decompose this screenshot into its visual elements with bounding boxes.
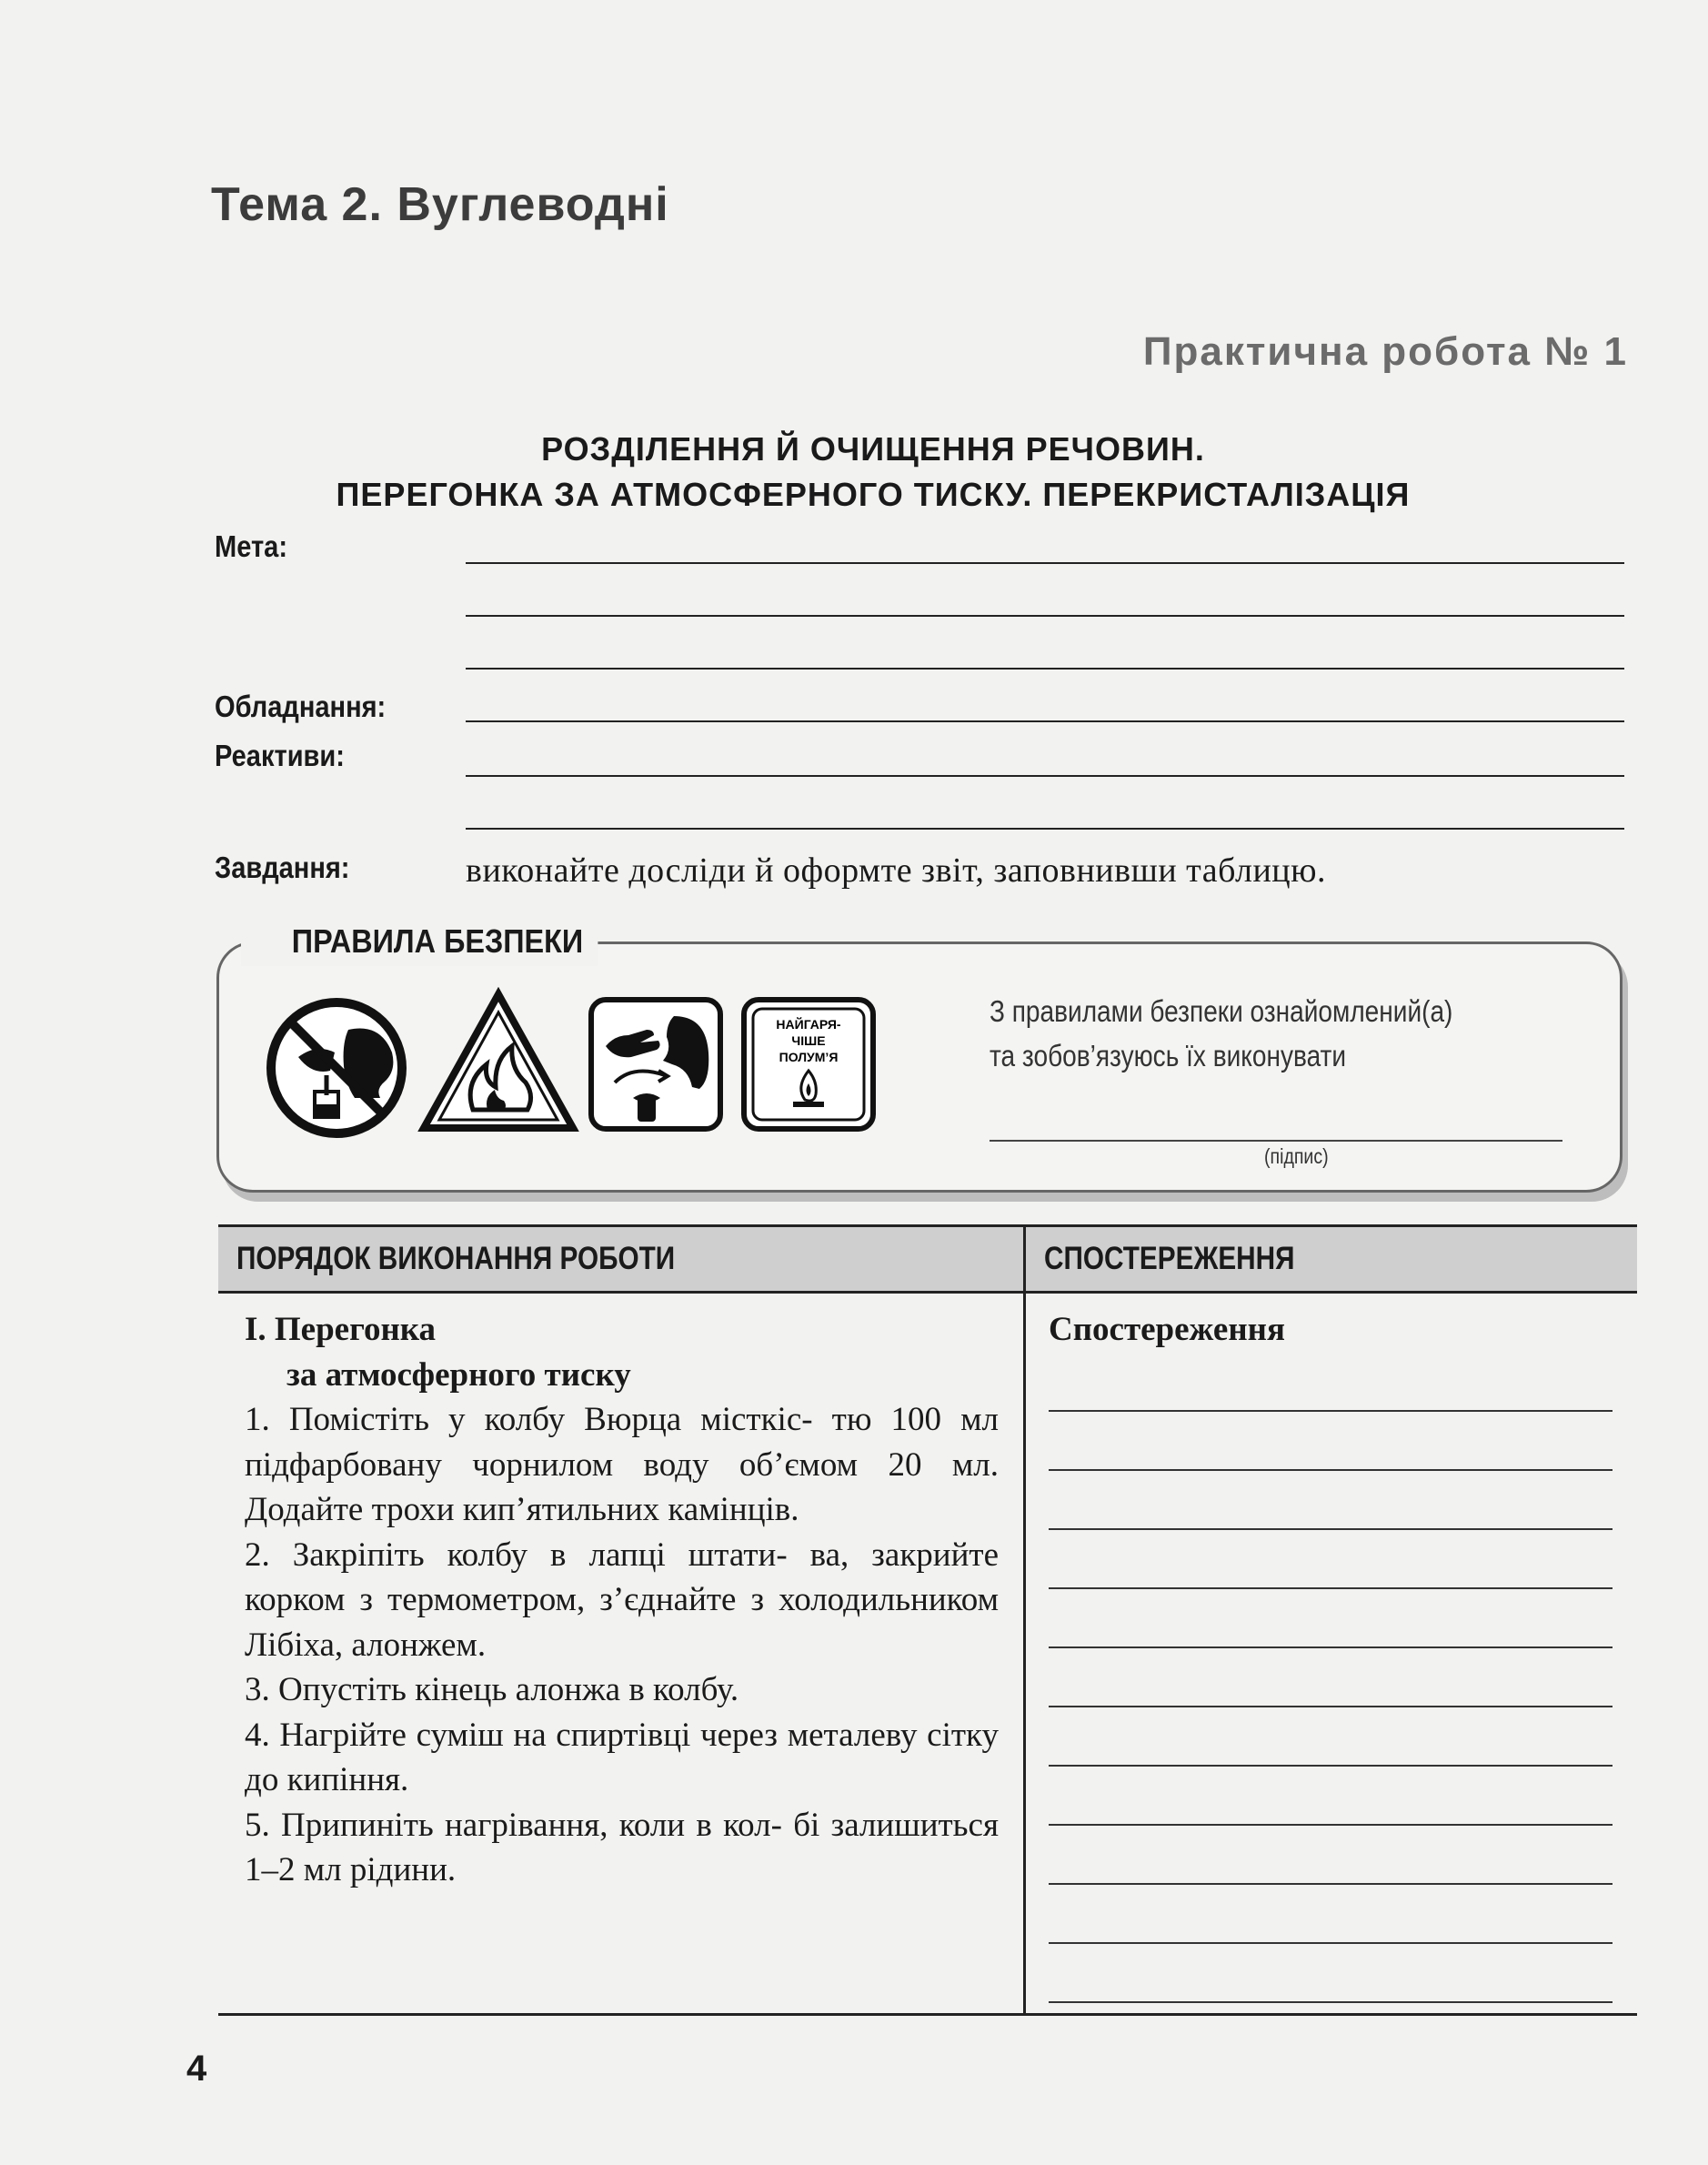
reagents-label: Реактиви: xyxy=(215,739,345,772)
signature-line[interactable] xyxy=(990,1140,1562,1142)
flame-sign-text-2: ЧІШЕ xyxy=(791,1033,826,1048)
observation-line[interactable] xyxy=(1049,1353,1613,1412)
procedure-observations-table xyxy=(218,1224,1637,2016)
observation-line[interactable] xyxy=(1049,1707,1613,1767)
page-number: 4 xyxy=(186,2049,207,2089)
signature-caption: (підпис) xyxy=(1264,1144,1329,1168)
step-5: 5. Припиніть нагрівання, коли в кол- бі залишиться 1–2 мл рідини. xyxy=(245,1806,999,1888)
practical-work-label: Практична робота № 1 xyxy=(1142,329,1628,374)
work-title-line-2: ПЕРЕГОНКА ЗА АТМОСФЕРНОГО ТИСКУ. ПЕРЕКРИСТАЛІЗАЦІЯ xyxy=(336,476,1411,513)
waft-smell-icon xyxy=(588,996,724,1133)
flame-sign-text-3: ПОЛУМ’Я xyxy=(779,1050,839,1064)
observations-column-header: СПОСТЕРЕЖЕННЯ xyxy=(1025,1226,1638,1293)
hottest-flame-icon xyxy=(740,996,877,1133)
procedure-cell xyxy=(218,1293,1025,2015)
flame-sign-text-1: НАЙГАРЯ- xyxy=(776,1017,841,1032)
observation-line[interactable] xyxy=(1049,1412,1613,1471)
goal-line-1[interactable] xyxy=(466,562,1624,564)
goal-label: Мета: xyxy=(215,529,288,563)
flammable-warning-icon xyxy=(417,987,580,1137)
procedure-column-header: ПОРЯДОК ВИКОНАННЯ РОБОТИ xyxy=(218,1226,1025,1293)
observation-line[interactable] xyxy=(1049,1826,1613,1885)
step-1: 1. Помістіть у колбу Вюрца місткіс- тю 100 мл підфарбовану чорнилом воду об’ємом 20 мл. Додайте трохи кип’ятильних камінців. xyxy=(245,1401,999,1528)
observation-line[interactable] xyxy=(1049,1471,1613,1530)
section-title-1: I. Перегонка xyxy=(245,1311,437,1348)
observations-title: Спостереження xyxy=(1049,1311,1285,1348)
topic-title: Тема 2. Вуглеводні xyxy=(211,178,669,231)
task-text: виконайте досліди й оформте звіт, заповнивши таблицю. xyxy=(466,851,1327,890)
reagents-line-2[interactable] xyxy=(466,828,1624,830)
reagents-line-1[interactable] xyxy=(466,775,1624,777)
goal-line-2[interactable] xyxy=(466,615,1624,617)
observation-line[interactable] xyxy=(1049,1767,1613,1826)
observations-cell xyxy=(1025,1293,1638,2015)
observation-line[interactable] xyxy=(1049,1944,1613,2003)
goal-line-3[interactable] xyxy=(466,668,1624,670)
safety-ack-line-1: З правилами безпеки ознайомлений(а) xyxy=(990,994,1453,1028)
task-label: Завдання: xyxy=(215,851,350,884)
observation-line[interactable] xyxy=(1049,1648,1613,1707)
step-3: 3. Опустіть кінець алонжа в колбу. xyxy=(245,1671,739,1708)
safety-ack-line-2: та зобов’язуюсь їх виконувати xyxy=(990,1039,1347,1072)
equipment-label: Обладнання: xyxy=(215,690,387,723)
observation-line[interactable] xyxy=(1049,1885,1613,1944)
section-title-2: за атмосферного тиску xyxy=(286,1355,631,1394)
observation-line[interactable] xyxy=(1049,1530,1613,1589)
work-title-line-1: РОЗДІЛЕННЯ Й ОЧИЩЕННЯ РЕЧОВИН. xyxy=(541,430,1205,468)
safety-rules-title: ПРАВИЛА БЕЗПЕКИ xyxy=(241,917,598,966)
equipment-line[interactable] xyxy=(466,720,1624,722)
no-tasting-icon xyxy=(262,993,412,1143)
step-2: 2. Закріпіть колбу в лапці штати- ва, закрийте корком з термометром, з’єднайте з холодильником Лібіха, алонжем. xyxy=(245,1536,999,1664)
observation-line[interactable] xyxy=(1049,1589,1613,1648)
step-4: 4. Нагрійте суміш на спиртівці через металеву сітку до кипіння. xyxy=(245,1716,999,1798)
